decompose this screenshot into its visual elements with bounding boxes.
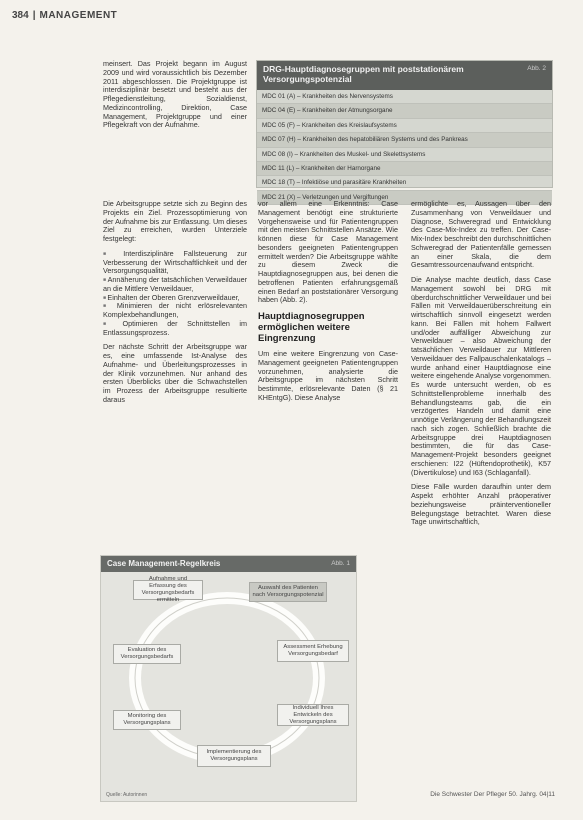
drg-row: MDC 01 (A) – Krankheiten des Nervensystems xyxy=(257,90,552,104)
col2-paragraph-2: Um eine weitere Eingrenzung von Case-Management geeigneten Patientengruppen vorzunehmen, analysierte die Arbeitsgruppe im nächsten Schritt bestimmte, erlösrelevante Daten (§ 21 KHEntgG). Diese Analyse xyxy=(258,349,398,402)
drg-row: MDC 08 (I) – Krankheiten des Muskel- und Skelettsystems xyxy=(257,148,552,162)
page-header xyxy=(0,8,117,22)
cycle-step-5: Implementierung des Versorgungsplans xyxy=(197,745,271,767)
page-footer: Die Schwester Der Pfleger 50. Jahrg. 04|11 xyxy=(430,791,555,798)
col3-paragraph-1: ermöglichte es, Aussagen über den Zusammenhang von Verweildauer und Diagnose, Schweregrad und Entwicklung des Case-Mix-Index zu treffen. Der Case-Mix-Index beschreibt den durchschnittlichen Schweregrad der Patientenfälle gemessen an einer Skala, die dem Gesamtressourcenaufwand entspricht. xyxy=(411,199,551,270)
col1-bullet-2: ■ Annäherung der tatsächlichen Verweildauer an die Mittlere Verweildauer, xyxy=(103,276,247,294)
page-number: 384 xyxy=(12,9,29,21)
col1-bullet-4: ■ Minimieren der nicht erlösrelevanten Komplexbehandlungen, xyxy=(103,302,247,320)
col1-paragraph-3: Der nächste Schritt der Arbeitsgruppe war es, eine umfassende Ist-Analyse des Aufnahme- und Überleitungsprozesses in der Klinik vorzunehmen. Nur anhand des ersten Überblicks über die Schwachstellen im Prozess der Arbeitsgruppe resultierte daraus xyxy=(103,342,247,404)
header-separator: | xyxy=(32,9,36,21)
cycle-step-7: Evaluation des Versorgungsbedarfs xyxy=(113,644,181,664)
cycle-title: Case Management-Regelkreis Abb. 1 xyxy=(101,556,356,572)
column-1-top xyxy=(103,60,247,136)
drg-row: MDC 05 (F) – Krankheiten des Kreislaufsystems xyxy=(257,119,552,133)
drg-row: MDC 04 (E) – Krankheiten der Atmungsorgane xyxy=(257,104,552,118)
column-1-bottom xyxy=(103,200,247,411)
col1-paragraph-1: meinsert. Das Projekt begann im August 2009 und wird voraussichtlich bis Dezember 2011 abgeschlossen. Die Projektgruppe ist interdisziplinär besetzt und besteht aus der Pflegedienstleitung, Sozialdienst, Medizincontrolling, Direktion, Case Management, Projektgruppe und einer Pflegekraft von der Aufnahme. xyxy=(103,59,247,130)
col3-paragraph-2: Die Analyse machte deutlich, dass Case Management sowohl bei DRG mit überdurchschnittlicher Verweildauer und bei Fällen mit Verweildauerüberschreitung ein wirtschaftlich sinnvoll eingesetzt werden kann. Bei Fällen mit hohem Fallwert und/oder auffälliger Abweichung zur Verweildauer – also Abweichung der tatsächlichen Verweildauer zur Mittleren Verweildauer des Fallpauschalenkatalogs – wurde anhand einer Hauptdiagnose eine weitere eingehende Analyse vorgenommen. Es wurde untersucht werden, ob es Schnittstellenprobleme innerhalb des Behandlungsteams gab, die ein verzögertes Handeln und damit eine unnötige Verlängerung der Behandlungszeit nach sich zogen. Schließlich brachte die Arbeitsgruppe drei Hauptdiagnosen bestimmten, die für das Case-Management-Projekt besonders geeignet erschienen: I22 (Hüftendoprothetik), K57 (Divertikulose) und I63 (Schlaganfall). xyxy=(411,275,551,477)
cycle-step-3: Assessment Erhebung Versorgungsbedarf xyxy=(277,640,349,662)
cycle-step-2: Auswahl des Patienten nach Versorgungspotenzial xyxy=(249,582,327,602)
cycle-step-6: Monitoring des Versorgungsplans xyxy=(113,710,181,730)
col1-bullet-5: ■ Optimieren der Schnittstellen im Entlassungsprozess. xyxy=(103,320,247,338)
col2-subheading: Hauptdiagnosegruppen ermöglichen weitere Eingrenzung xyxy=(258,311,365,344)
col1-bullet-1: ■ Interdisziplinäre Fallsteuerung zur Verbesserung der Wirtschaftlichkeit und der Versorgungsqualität, xyxy=(103,250,247,276)
drg-table xyxy=(256,60,553,201)
col1-bullet-3: ■ Einhalten der Oberen Grenzverweildauer, xyxy=(103,294,247,303)
cycle-figure-label: Abb. 1 xyxy=(331,560,350,567)
drg-table-title: DRG-Hauptdiagnosegruppen mit poststationärem Versorgungspotenzial Abb. 2 xyxy=(257,61,552,90)
case-management-cycle-figure xyxy=(100,555,357,802)
drg-row: MDC 21 (X) – Verletzungen und Vergiftungen xyxy=(257,191,552,205)
section-title: MANAGEMENT xyxy=(39,9,118,21)
col3-paragraph-3: Diese Fälle wurden daraufhin unter dem Aspekt erhöhter Anzahl präoperativer beziehungsweise präinterventioneller Belegungstage betrachtet. Waren diese Tage unwirtschaftlich, xyxy=(411,482,551,527)
drg-table-figure-label: Abb. 2 xyxy=(527,65,546,72)
cycle-step-4: Individuell Ihres Entwickeln des Versorgungsplans xyxy=(277,704,349,726)
drg-row: MDC 11 (L) – Krankheiten der Harnorgane xyxy=(257,162,552,176)
cycle-source: Quelle: Autorinnen xyxy=(106,792,148,798)
drg-row: MDC 07 (H) – Krankheiten des hepatobiliären Systems und des Pankreas xyxy=(257,133,552,147)
cycle-step-1: Aufnahme und Erfassung des Versorgungsbedarfs ermitteln xyxy=(133,580,203,600)
col2-paragraph-1: vor allem eine Erkenntnis: Case Management benötigt eine strukturierte Vorgehensweise und für Patientengruppen mit den meisten Schnittstellen Ansätze. Wie können diese für Case Management besonders geeigneten Patientengruppen ermittelt werden? Die Arbeitsgruppe wählte zu diesem Zweck die Hauptdiagnosegruppen aus, bei denen die betroffenen Patienten erfahrungsgemäß einen Bedarf an poststationärer Versorgung haben (Abb. 2). xyxy=(258,199,398,305)
column-2 xyxy=(258,200,398,409)
col1-paragraph-2: Die Arbeitsgruppe setzte sich zu Beginn des Projekts ein Ziel. Prozessoptimierung von der Aufnahme bis zur Entlassung. Um dieses Ziel zu erreichen, wurden Unterziele festgelegt: xyxy=(103,199,247,243)
drg-row: MDC 18 (T) – Infektiöse und parasitäre Krankheiten xyxy=(257,176,552,190)
column-3 xyxy=(411,200,551,533)
